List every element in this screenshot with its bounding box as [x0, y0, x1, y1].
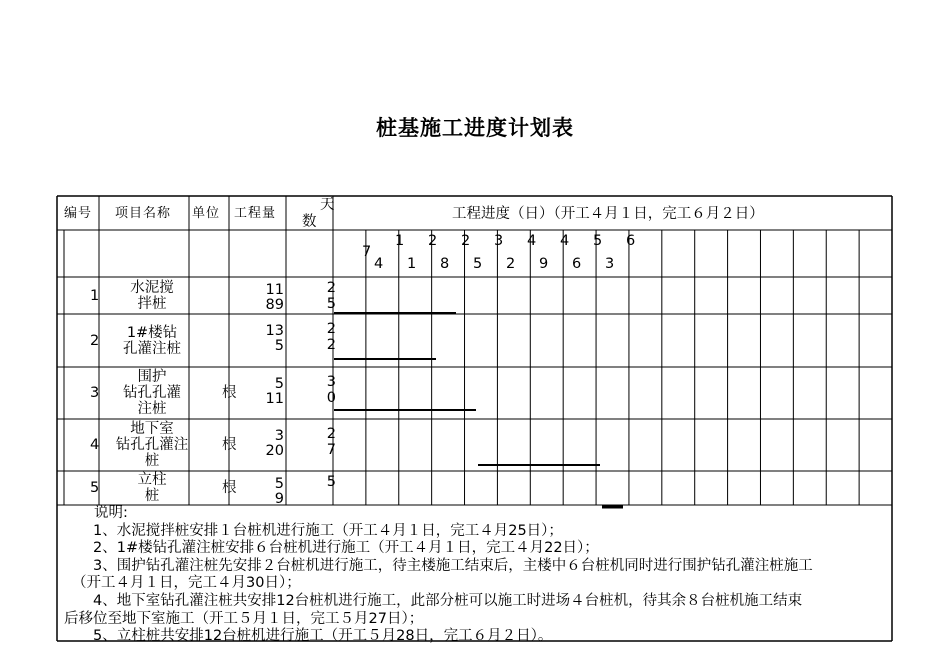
row-days: 0 — [326, 390, 336, 406]
col-header-progress: 工程进度（日）（开工４月１日，完工６月２日） — [452, 206, 764, 222]
col-header-unit: 单位 — [192, 206, 221, 221]
row-qty: 89 — [265, 297, 284, 313]
row-qty: 11 — [265, 391, 284, 407]
date-tick-top: 7 — [362, 244, 372, 260]
note-line: 说明: — [94, 505, 128, 521]
col-header-days-a: 天 — [320, 197, 335, 213]
note-line: 3、围护钻孔灌注桩先安排２台桩机进行施工，待主楼施工结束后，主楼中６台桩机同时进行围护钻孔灌注桩施工 — [64, 557, 813, 574]
row-name: 桩 — [144, 452, 160, 469]
row-qty: 11 — [265, 282, 284, 298]
col-header-qty: 工程量 — [234, 206, 277, 221]
row-no: 4 — [90, 437, 100, 453]
row-qty: 5 — [274, 376, 284, 392]
row-qty: 3 — [274, 428, 284, 444]
row-qty: 9 — [274, 491, 284, 507]
row-no: 5 — [90, 480, 100, 496]
notes — [64, 505, 890, 646]
row-name: 拌桩 — [137, 295, 167, 312]
date-tick-top: 2 — [461, 233, 471, 249]
note-line: 2、1#楼钻孔灌注桩安排６台桩机进行施工（开工４月１日，完工４月22日）； — [64, 540, 599, 557]
note-line: 4、地下室钻孔灌注桩共安排12台桩机进行施工，此部分桩可以施工时进场４台桩机，待其余８台桩机施工结束 — [64, 592, 803, 609]
col-header-name: 项目名称 — [115, 206, 172, 221]
row-name: 水泥搅 — [130, 279, 174, 296]
row-qty: 5 — [274, 476, 284, 492]
row-days: 7 — [326, 442, 336, 458]
row-unit: 根 — [222, 385, 237, 401]
date-tick-bottom: 2 — [506, 256, 516, 272]
row-days: 3 — [326, 374, 336, 390]
date-tick-bottom: 8 — [440, 256, 450, 272]
row-no: 2 — [90, 332, 100, 349]
row-days: 2 — [326, 426, 336, 442]
row-name: 立柱 — [137, 472, 167, 488]
row-name: 桩 — [144, 488, 160, 504]
row-no: 3 — [90, 385, 100, 401]
note-line: 后移位至地下室施工（开工５月１日，完工５月27日）； — [64, 610, 424, 627]
date-tick-bottom: 1 — [407, 256, 417, 272]
gantt-bars — [334, 313, 623, 507]
row-unit: 根 — [222, 437, 237, 453]
date-tick-top: 1 — [395, 233, 405, 249]
date-tick-bottom: 5 — [473, 256, 483, 272]
row-no: 1 — [90, 287, 100, 304]
note-line: 1、水泥搅拌桩安排１台桩机进行施工（开工４月１日，完工４月25日）； — [64, 522, 563, 539]
row-qty: 13 — [265, 323, 284, 339]
row-days: 2 — [326, 337, 336, 353]
row-name: 钻孔孔灌注 — [115, 436, 189, 453]
date-tick-bottom: 4 — [374, 256, 384, 272]
row-name: 地下室 — [130, 420, 174, 437]
row-name: 1#楼钻 — [126, 324, 178, 341]
note-line: （开工４月１日，完工４月30日）； — [72, 575, 301, 592]
date-tick-bottom: 9 — [539, 256, 549, 272]
col-header-no: 编号 — [64, 206, 93, 221]
date-tick-top: 5 — [593, 233, 603, 249]
row-unit: 根 — [222, 480, 237, 496]
row-name: 孔灌注桩 — [123, 340, 181, 357]
row-days: 2 — [326, 321, 336, 337]
row-days: 5 — [326, 296, 336, 312]
date-tick-top: 4 — [527, 233, 537, 249]
date-tick-top: 4 — [560, 233, 570, 249]
col-header-days-b: 数 — [302, 214, 317, 230]
page-title: 桩基施工进度计划表 — [376, 115, 574, 140]
date-tick-bottom: 3 — [605, 256, 615, 272]
date-tick-top: 6 — [626, 233, 636, 249]
row-qty: 5 — [274, 338, 284, 354]
note-line: 5、立柱桩共安排12台桩机进行施工（开工５月28日，完工６月２日）。 — [64, 628, 553, 645]
date-tick-top: 2 — [428, 233, 438, 249]
row-name: 围护 — [137, 368, 167, 385]
row-days: 2 — [326, 280, 336, 296]
row-name: 钻孔孔灌 — [123, 384, 181, 401]
row-days: 5 — [326, 474, 336, 490]
row-qty: 20 — [265, 443, 284, 459]
row-name: 注桩 — [137, 400, 167, 417]
date-tick-bottom: 6 — [572, 256, 582, 272]
date-tick-top: 3 — [494, 233, 504, 249]
